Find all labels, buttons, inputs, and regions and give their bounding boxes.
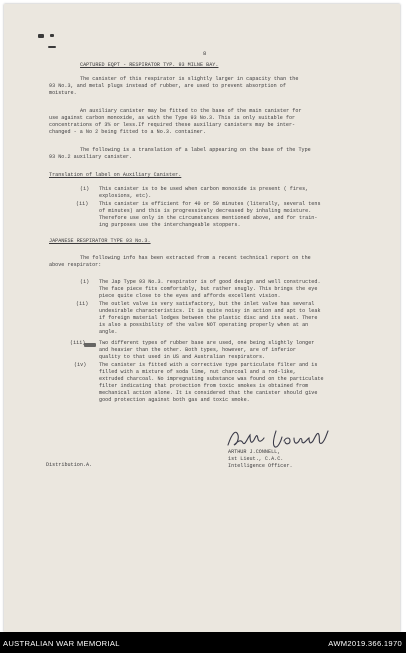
aux-paragraph-line: concentrations of 3% or less.If required these auxiliary canisters may be inter- — [49, 122, 296, 128]
list-item-line: Two different types of rubber base are used, one being slightly longer — [99, 340, 315, 346]
list-item-line: angle. — [99, 329, 118, 335]
handwritten-signature — [224, 425, 334, 451]
japanese-heading: JAPANESE RESPIRATOR TYPE 93 No.3. — [49, 238, 151, 244]
list-item-line: The Jap Type 93 No.3. respirator is of good design and well constructed. — [99, 279, 321, 285]
list-item-line: explosions, etc). — [99, 193, 152, 199]
japanese-intro-line: above respirator: — [49, 262, 102, 268]
list-item-line: and heavier than the other. Both types, however, are of inferior — [99, 347, 296, 353]
list-item-line: quality to that used in US and Australian respirators. — [99, 354, 266, 360]
ink-mark — [48, 46, 56, 48]
document-heading: CAPTURED EQPT - RESPIRATOR TYP. 93 MILNE BAY. — [80, 62, 219, 68]
list-item-line: if foreign material lodges between the plastic disc and its seat. There — [99, 315, 318, 321]
list-item-line: The canister is fitted with a corrective type particulate filter and is — [99, 362, 318, 368]
signatory-title: Intelligence Officer. — [228, 463, 293, 469]
list-item-line: This canister is to be used when carbon monoxide is present ( fires, — [99, 186, 309, 192]
list-item-line: of minutes) and this is progressively decreased by inhaling moisture. — [99, 208, 312, 214]
aux-paragraph-line: changed - a No 2 being fitted to a No.3. container. — [49, 129, 206, 135]
aux-paragraph-line: An auxiliary canister may be fitted to the base of the main canister for — [80, 108, 302, 114]
japanese-intro-line: The following info has been extracted from a recent technical report on the — [80, 255, 311, 261]
signatory-name: ARTHUR J.CONNELL, — [228, 449, 281, 455]
footer-catalog-id: AWM2019.366.1970 — [328, 639, 402, 648]
footer-bar — [0, 632, 406, 653]
translation-heading: Translation of label on Auxiliary Canister. — [49, 172, 182, 178]
list-item-line: This canister is efficient for 40 or 50 minutes (literally, several tens — [99, 201, 321, 207]
list-number: (ii) — [76, 201, 89, 207]
intro-line: moisture. — [49, 90, 77, 96]
document-page — [4, 4, 400, 632]
list-number: (ii) — [76, 301, 89, 307]
list-item-line: is also a possibility of the valve NOT operating properly when at an — [99, 322, 309, 328]
list-number: (iv) — [74, 362, 87, 368]
ink-mark — [50, 34, 54, 37]
intro-line: The canister of this respirator is slightly larger in capacity than the — [80, 76, 299, 82]
ink-mark — [38, 34, 44, 38]
list-item-line: Therefore use only in the circumstances mentioned above, and for train- — [99, 215, 318, 221]
list-item-line: piece quite close to the eyes and affords excellent vision. — [99, 293, 281, 299]
list-item-line: undesirable characteristics. It is quite noisy in action and apt to leak — [99, 308, 321, 314]
list-number: (i) — [80, 186, 90, 192]
aux-paragraph-line: use against carbon monoxide, as with the Type 93 No.3. This is only suitable for — [49, 115, 296, 121]
list-item-line: filter indicating that protection from toxic smokes is obtained from — [99, 383, 309, 389]
list-item-line: good protection against both gas and toxic smoke. — [99, 397, 250, 403]
signatory-rank: 1st Lieut., C.A.C. — [228, 456, 284, 462]
list-item-line: mechanical action alone. It is considered that the canister should give — [99, 390, 318, 396]
distribution-line: Distribution.A. — [46, 462, 93, 468]
label-paragraph-line: The following is a translation of a label appearing on the base of the Type — [80, 147, 311, 153]
ink-blot — [84, 343, 96, 347]
list-item-line: extruded charcoal. No impregnating substance was found on the particulate — [99, 376, 324, 382]
label-paragraph-line: 93 No.2 auxiliary canister. — [49, 154, 133, 160]
footer-institution: AUSTRALIAN WAR MEMORIAL — [3, 639, 120, 648]
list-item-line: ing purposes use the interchangeable stoppers. — [99, 222, 241, 228]
list-item-line: The face piece fits comfortably, but rather snugly. This brings the eye — [99, 286, 318, 292]
list-item-line: The outlet valve is very satisfactory, but the inlet valve has several — [99, 301, 315, 307]
intro-line: 93 No.3, and metal plugs instead of rubber, are used to prevent absorption of — [49, 83, 286, 89]
list-number: (iii) — [70, 340, 86, 346]
list-item-line: filled with a mixture of soda lime, nut charcoal and a rod-like, — [99, 369, 296, 375]
page-number: 8 — [203, 50, 207, 57]
list-number: (i) — [80, 279, 90, 285]
